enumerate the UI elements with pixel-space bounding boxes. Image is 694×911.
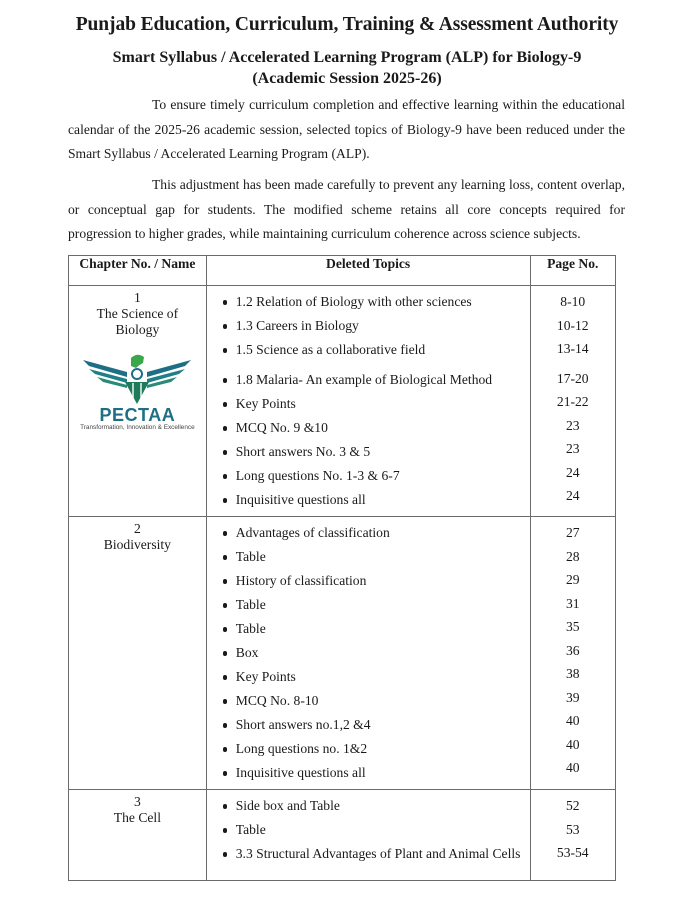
topic-list [207, 521, 530, 785]
list-item: History of classification [223, 569, 530, 593]
list-item: 1.5 Science as a collaborative field [223, 338, 530, 362]
subtitle-line-2: (Academic Session 2025-26) [252, 70, 442, 87]
intro-paragraph: To ensure timely curriculum completion and effective learning within the educational calendar of the 2025-26 academic session, selected topics of Biology-9 have been reduced under the Smart Syllabus / Accelerated Learning Program (ALP). [68, 97, 625, 161]
list-item: MCQ No. 8-10 [223, 689, 530, 713]
page-list [532, 290, 614, 508]
list-item: Long questions no. 1&2 [223, 737, 530, 761]
chapter-number: 2 [133, 521, 141, 536]
page-number: 24 [565, 488, 580, 503]
page-number: 40 [565, 736, 580, 752]
page-number: 29 [565, 572, 580, 587]
chapter-number: 3 [133, 794, 141, 809]
chapter-name: Biodiversity [103, 537, 171, 552]
chapter-name-cont: Biology [115, 322, 160, 337]
page-number: 38 [565, 666, 580, 681]
page-number: 23 [565, 417, 580, 433]
list-item: Table [223, 818, 530, 842]
page-number: 31 [565, 595, 580, 611]
list-item: MCQ No. 9 &10 [223, 416, 530, 440]
page-number: 39 [565, 689, 580, 705]
topics-cell [206, 286, 530, 517]
list-item: 1.3 Careers in Biology [223, 314, 530, 338]
subtitle-line-1: Smart Syllabus / Accelerated Learning Program (ALP) for Biology-9 [112, 49, 582, 66]
page-number: 13-14 [556, 341, 589, 356]
page-number: 8-10 [560, 294, 586, 309]
list-item: Inquisitive questions all [223, 488, 530, 512]
list-item: Side box and Table [223, 794, 530, 818]
logo-wordmark: PECTAA [99, 405, 176, 425]
header-chapter: Chapter No. / Name [69, 256, 207, 286]
chapter-number: 1 [133, 290, 141, 305]
list-item: Short answers No. 3 & 5 [223, 440, 530, 464]
page-number: 40 [565, 760, 580, 775]
page-number: 24 [565, 464, 580, 480]
page-number: 53-54 [556, 845, 589, 860]
list-item: Long questions No. 1-3 & 6-7 [223, 464, 530, 488]
page-number: 53 [565, 821, 580, 837]
document-title: Punjab Education, Curriculum, Training & Assessment Authority [75, 14, 619, 35]
page-list [532, 794, 614, 865]
header-pages: Page No. [530, 256, 615, 286]
page-number: 27 [565, 525, 580, 540]
chapter-cell [69, 517, 207, 790]
list-item: Table [223, 617, 530, 641]
table-row [69, 517, 616, 790]
eagle-emblem-icon [81, 352, 193, 404]
list-item: Short answers no.1,2 &4 [223, 713, 530, 737]
list-item: Inquisitive questions all [223, 761, 530, 785]
chapter-name: The Science of [96, 306, 179, 321]
chapter-cell [69, 790, 207, 881]
page-number: 10-12 [556, 317, 589, 333]
list-item: Table [223, 545, 530, 569]
chapter-cell [69, 286, 207, 517]
pages-cell [530, 286, 615, 517]
chapter-name: The Cell [113, 810, 161, 825]
page-number: 52 [565, 798, 580, 813]
list-item: Advantages of classification [223, 521, 530, 545]
list-item: Box [223, 641, 530, 665]
adjustment-paragraph: This adjustment has been made carefully to prevent any learning loss, content overlap, or conceptual gap for students. The modified scheme retains all core concepts required for progression to higher grades, while maintaining curriculum coherence across science subjects. [68, 177, 625, 241]
header-topics: Deleted Topics [206, 256, 530, 286]
logo-tagline: Transformation, Innovation & Excellence [80, 424, 195, 431]
topics-cell [206, 790, 530, 881]
table-row [69, 790, 616, 881]
list-item: 1.8 Malaria- An example of Biological Method [223, 368, 530, 392]
list-item: Table [223, 593, 530, 617]
page-number: 23 [565, 441, 580, 456]
list-item: 3.3 Structural Advantages of Plant and Animal Cells [223, 842, 530, 876]
document-subtitle [0, 47, 694, 89]
deleted-topics-table [68, 255, 616, 881]
list-item: Key Points [223, 392, 530, 416]
page-number: 28 [565, 548, 580, 564]
list-item: 1.2 Relation of Biology with other sciences [223, 290, 530, 314]
page-number: 40 [565, 713, 580, 728]
pages-cell [530, 790, 615, 881]
pages-cell [530, 517, 615, 790]
page-number: 35 [565, 619, 580, 634]
page-number: 17-20 [556, 370, 589, 386]
page-number: 21-22 [556, 394, 589, 409]
pectaa-logo [78, 352, 196, 432]
topic-list [207, 290, 530, 512]
table-header-row [69, 256, 616, 286]
table-row [69, 286, 616, 517]
topics-cell [206, 517, 530, 790]
topic-list [207, 794, 530, 876]
list-item: Key Points [223, 665, 530, 689]
page-list [532, 521, 614, 780]
page-number: 36 [565, 642, 580, 658]
